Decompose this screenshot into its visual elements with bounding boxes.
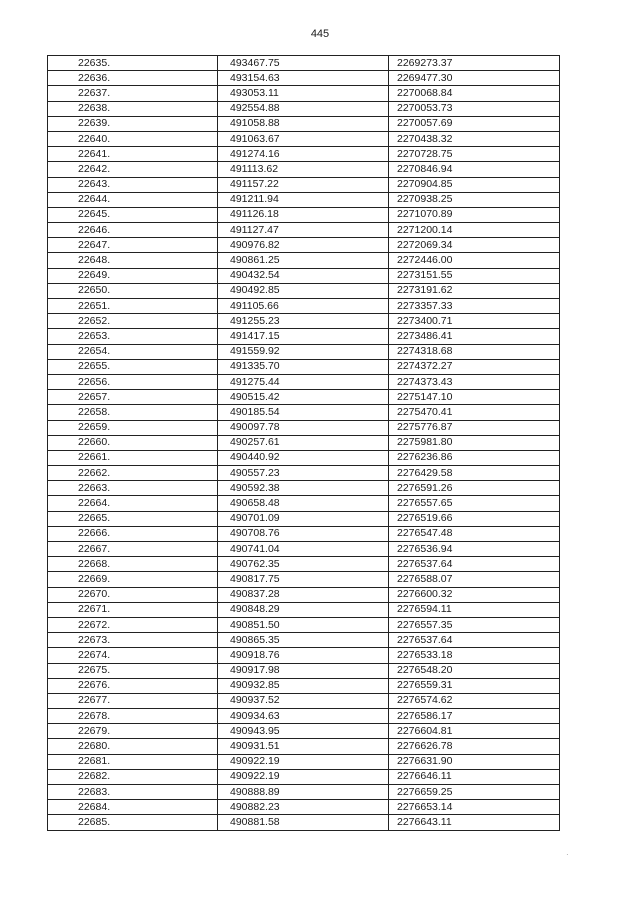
- x-coordinate-cell: 490888.89: [218, 785, 389, 800]
- y-coordinate-cell: 2276594.11: [389, 602, 560, 617]
- y-coordinate-cell: 2276600.32: [389, 587, 560, 602]
- point-id-cell: 22663.: [48, 481, 218, 496]
- point-id-cell: 22660.: [48, 435, 218, 450]
- point-id-cell: 22666.: [48, 526, 218, 541]
- x-coordinate-cell: 490257.61: [218, 435, 389, 450]
- point-id-cell: 22682.: [48, 769, 218, 784]
- table-row: [48, 557, 560, 572]
- y-coordinate-cell: 2273191.62: [389, 283, 560, 298]
- table-row: [48, 116, 560, 131]
- table-row: [48, 147, 560, 162]
- point-id-cell: 22638.: [48, 101, 218, 116]
- y-coordinate-cell: 2276653.14: [389, 800, 560, 815]
- y-coordinate-cell: 2276646.11: [389, 769, 560, 784]
- corner-mark: ·: [566, 850, 569, 859]
- y-coordinate-cell: 2276559.31: [389, 678, 560, 693]
- x-coordinate-cell: 490882.23: [218, 800, 389, 815]
- coordinates-table-body: [48, 56, 560, 831]
- point-id-cell: 22685.: [48, 815, 218, 830]
- x-coordinate-cell: 490432.54: [218, 268, 389, 283]
- y-coordinate-cell: 2270057.69: [389, 116, 560, 131]
- y-coordinate-cell: 2274318.68: [389, 344, 560, 359]
- table-row: [48, 542, 560, 557]
- table-row: [48, 785, 560, 800]
- point-id-cell: 22645.: [48, 207, 218, 222]
- point-id-cell: 22677.: [48, 693, 218, 708]
- table-row: [48, 602, 560, 617]
- point-id-cell: 22659.: [48, 420, 218, 435]
- point-id-cell: 22648.: [48, 253, 218, 268]
- x-coordinate-cell: 490917.98: [218, 663, 389, 678]
- x-coordinate-cell: 490922.19: [218, 769, 389, 784]
- table-row: [48, 769, 560, 784]
- table-row: [48, 314, 560, 329]
- y-coordinate-cell: 2276626.78: [389, 739, 560, 754]
- point-id-cell: 22655.: [48, 359, 218, 374]
- x-coordinate-cell: 490185.54: [218, 405, 389, 420]
- y-coordinate-cell: 2276557.65: [389, 496, 560, 511]
- table-row: [48, 405, 560, 420]
- point-id-cell: 22672.: [48, 617, 218, 632]
- y-coordinate-cell: 2273486.41: [389, 329, 560, 344]
- table-row: [48, 617, 560, 632]
- x-coordinate-cell: 493154.63: [218, 71, 389, 86]
- x-coordinate-cell: 491127.47: [218, 223, 389, 238]
- y-coordinate-cell: 2276548.20: [389, 663, 560, 678]
- y-coordinate-cell: 2276586.17: [389, 709, 560, 724]
- table-row: [48, 177, 560, 192]
- y-coordinate-cell: 2276536.94: [389, 542, 560, 557]
- x-coordinate-cell: 490440.92: [218, 450, 389, 465]
- x-coordinate-cell: 490837.28: [218, 587, 389, 602]
- y-coordinate-cell: 2274373.43: [389, 374, 560, 389]
- table-row: [48, 86, 560, 101]
- x-coordinate-cell: 491335.70: [218, 359, 389, 374]
- x-coordinate-cell: 490932.85: [218, 678, 389, 693]
- x-coordinate-cell: 490937.52: [218, 693, 389, 708]
- table-row: [48, 693, 560, 708]
- x-coordinate-cell: 490922.19: [218, 754, 389, 769]
- table-row: [48, 800, 560, 815]
- point-id-cell: 22641.: [48, 147, 218, 162]
- point-id-cell: 22670.: [48, 587, 218, 602]
- point-id-cell: 22646.: [48, 223, 218, 238]
- table-row: [48, 678, 560, 693]
- point-id-cell: 22644.: [48, 192, 218, 207]
- point-id-cell: 22679.: [48, 724, 218, 739]
- x-coordinate-cell: 490708.76: [218, 526, 389, 541]
- y-coordinate-cell: 2271200.14: [389, 223, 560, 238]
- table-row: [48, 511, 560, 526]
- point-id-cell: 22675.: [48, 663, 218, 678]
- point-id-cell: 22671.: [48, 602, 218, 617]
- y-coordinate-cell: 2275981.80: [389, 435, 560, 450]
- x-coordinate-cell: 490701.09: [218, 511, 389, 526]
- point-id-cell: 22684.: [48, 800, 218, 815]
- x-coordinate-cell: 491417.15: [218, 329, 389, 344]
- point-id-cell: 22654.: [48, 344, 218, 359]
- x-coordinate-cell: 490492.85: [218, 283, 389, 298]
- point-id-cell: 22674.: [48, 648, 218, 663]
- y-coordinate-cell: 2276537.64: [389, 557, 560, 572]
- x-coordinate-cell: 490741.04: [218, 542, 389, 557]
- point-id-cell: 22665.: [48, 511, 218, 526]
- x-coordinate-cell: 491211.94: [218, 192, 389, 207]
- table-row: [48, 450, 560, 465]
- point-id-cell: 22635.: [48, 56, 218, 71]
- table-row: [48, 238, 560, 253]
- y-coordinate-cell: 2270728.75: [389, 147, 560, 162]
- point-id-cell: 22642.: [48, 162, 218, 177]
- table-row: [48, 633, 560, 648]
- y-coordinate-cell: 2273400.71: [389, 314, 560, 329]
- x-coordinate-cell: 491105.66: [218, 299, 389, 314]
- table-row: [48, 344, 560, 359]
- y-coordinate-cell: 2274372.27: [389, 359, 560, 374]
- x-coordinate-cell: 490931.51: [218, 739, 389, 754]
- y-coordinate-cell: 2276604.81: [389, 724, 560, 739]
- point-id-cell: 22673.: [48, 633, 218, 648]
- table-row: [48, 223, 560, 238]
- point-id-cell: 22681.: [48, 754, 218, 769]
- y-coordinate-cell: 2273357.33: [389, 299, 560, 314]
- x-coordinate-cell: 490557.23: [218, 466, 389, 481]
- point-id-cell: 22662.: [48, 466, 218, 481]
- y-coordinate-cell: 2270438.32: [389, 131, 560, 146]
- y-coordinate-cell: 2276588.07: [389, 572, 560, 587]
- table-row: [48, 192, 560, 207]
- y-coordinate-cell: 2275776.87: [389, 420, 560, 435]
- point-id-cell: 22678.: [48, 709, 218, 724]
- x-coordinate-cell: 490097.78: [218, 420, 389, 435]
- x-coordinate-cell: 491255.23: [218, 314, 389, 329]
- x-coordinate-cell: 490865.35: [218, 633, 389, 648]
- table-row: [48, 207, 560, 222]
- table-row: [48, 815, 560, 830]
- x-coordinate-cell: 491058.88: [218, 116, 389, 131]
- point-id-cell: 22639.: [48, 116, 218, 131]
- table-row: [48, 359, 560, 374]
- x-coordinate-cell: 491126.18: [218, 207, 389, 222]
- y-coordinate-cell: 2276591.26: [389, 481, 560, 496]
- y-coordinate-cell: 2275470.41: [389, 405, 560, 420]
- table-row: [48, 572, 560, 587]
- table-row: [48, 466, 560, 481]
- point-id-cell: 22647.: [48, 238, 218, 253]
- point-id-cell: 22658.: [48, 405, 218, 420]
- point-id-cell: 22650.: [48, 283, 218, 298]
- table-row: [48, 268, 560, 283]
- x-coordinate-cell: 490658.48: [218, 496, 389, 511]
- x-coordinate-cell: 490918.76: [218, 648, 389, 663]
- point-id-cell: 22680.: [48, 739, 218, 754]
- y-coordinate-cell: 2276574.62: [389, 693, 560, 708]
- x-coordinate-cell: 490848.29: [218, 602, 389, 617]
- x-coordinate-cell: 492554.88: [218, 101, 389, 116]
- x-coordinate-cell: 490934.63: [218, 709, 389, 724]
- y-coordinate-cell: 2272446.00: [389, 253, 560, 268]
- y-coordinate-cell: 2276659.25: [389, 785, 560, 800]
- table-row: [48, 71, 560, 86]
- y-coordinate-cell: 2270053.73: [389, 101, 560, 116]
- point-id-cell: 22664.: [48, 496, 218, 511]
- table-row: [48, 390, 560, 405]
- x-coordinate-cell: 491157.22: [218, 177, 389, 192]
- table-row: [48, 496, 560, 511]
- y-coordinate-cell: 2271070.89: [389, 207, 560, 222]
- table-row: [48, 162, 560, 177]
- x-coordinate-cell: 490762.35: [218, 557, 389, 572]
- y-coordinate-cell: 2269477.30: [389, 71, 560, 86]
- point-id-cell: 22669.: [48, 572, 218, 587]
- table-row: [48, 481, 560, 496]
- y-coordinate-cell: 2270904.85: [389, 177, 560, 192]
- x-coordinate-cell: 491275.44: [218, 374, 389, 389]
- coordinates-table: [47, 55, 560, 831]
- table-row: [48, 374, 560, 389]
- point-id-cell: 22656.: [48, 374, 218, 389]
- table-row: [48, 299, 560, 314]
- point-id-cell: 22652.: [48, 314, 218, 329]
- y-coordinate-cell: 2276429.58: [389, 466, 560, 481]
- table-row: [48, 754, 560, 769]
- point-id-cell: 22637.: [48, 86, 218, 101]
- table-row: [48, 724, 560, 739]
- x-coordinate-cell: 490943.95: [218, 724, 389, 739]
- table-row: [48, 56, 560, 71]
- x-coordinate-cell: 491559.92: [218, 344, 389, 359]
- point-id-cell: 22657.: [48, 390, 218, 405]
- table-row: [48, 101, 560, 116]
- point-id-cell: 22661.: [48, 450, 218, 465]
- point-id-cell: 22653.: [48, 329, 218, 344]
- table-row: [48, 420, 560, 435]
- point-id-cell: 22668.: [48, 557, 218, 572]
- table-row: [48, 663, 560, 678]
- x-coordinate-cell: 491113.62: [218, 162, 389, 177]
- y-coordinate-cell: 2276236.86: [389, 450, 560, 465]
- y-coordinate-cell: 2276643.11: [389, 815, 560, 830]
- x-coordinate-cell: 490851.50: [218, 617, 389, 632]
- x-coordinate-cell: 490817.75: [218, 572, 389, 587]
- point-id-cell: 22643.: [48, 177, 218, 192]
- point-id-cell: 22676.: [48, 678, 218, 693]
- table-row: [48, 329, 560, 344]
- y-coordinate-cell: 2270938.25: [389, 192, 560, 207]
- table-row: [48, 283, 560, 298]
- point-id-cell: 22667.: [48, 542, 218, 557]
- x-coordinate-cell: 490881.58: [218, 815, 389, 830]
- y-coordinate-cell: 2276533.18: [389, 648, 560, 663]
- page-number: 445: [310, 28, 330, 40]
- x-coordinate-cell: 493053.11: [218, 86, 389, 101]
- point-id-cell: 22636.: [48, 71, 218, 86]
- point-id-cell: 22683.: [48, 785, 218, 800]
- table-row: [48, 526, 560, 541]
- point-id-cell: 22649.: [48, 268, 218, 283]
- x-coordinate-cell: 490592.38: [218, 481, 389, 496]
- table-row: [48, 131, 560, 146]
- y-coordinate-cell: 2270068.84: [389, 86, 560, 101]
- table-row: [48, 587, 560, 602]
- x-coordinate-cell: 491063.67: [218, 131, 389, 146]
- x-coordinate-cell: 490976.82: [218, 238, 389, 253]
- y-coordinate-cell: 2276547.48: [389, 526, 560, 541]
- y-coordinate-cell: 2275147.10: [389, 390, 560, 405]
- table-row: [48, 253, 560, 268]
- table-row: [48, 739, 560, 754]
- point-id-cell: 22640.: [48, 131, 218, 146]
- y-coordinate-cell: 2276519.66: [389, 511, 560, 526]
- x-coordinate-cell: 490515.42: [218, 390, 389, 405]
- y-coordinate-cell: 2276557.35: [389, 617, 560, 632]
- y-coordinate-cell: 2272069.34: [389, 238, 560, 253]
- table-row: [48, 435, 560, 450]
- x-coordinate-cell: 493467.75: [218, 56, 389, 71]
- y-coordinate-cell: 2270846.94: [389, 162, 560, 177]
- table-row: [48, 648, 560, 663]
- point-id-cell: 22651.: [48, 299, 218, 314]
- y-coordinate-cell: 2276537.64: [389, 633, 560, 648]
- y-coordinate-cell: 2273151.55: [389, 268, 560, 283]
- y-coordinate-cell: 2269273.37: [389, 56, 560, 71]
- table-row: [48, 709, 560, 724]
- y-coordinate-cell: 2276631.90: [389, 754, 560, 769]
- x-coordinate-cell: 491274.16: [218, 147, 389, 162]
- x-coordinate-cell: 490861.25: [218, 253, 389, 268]
